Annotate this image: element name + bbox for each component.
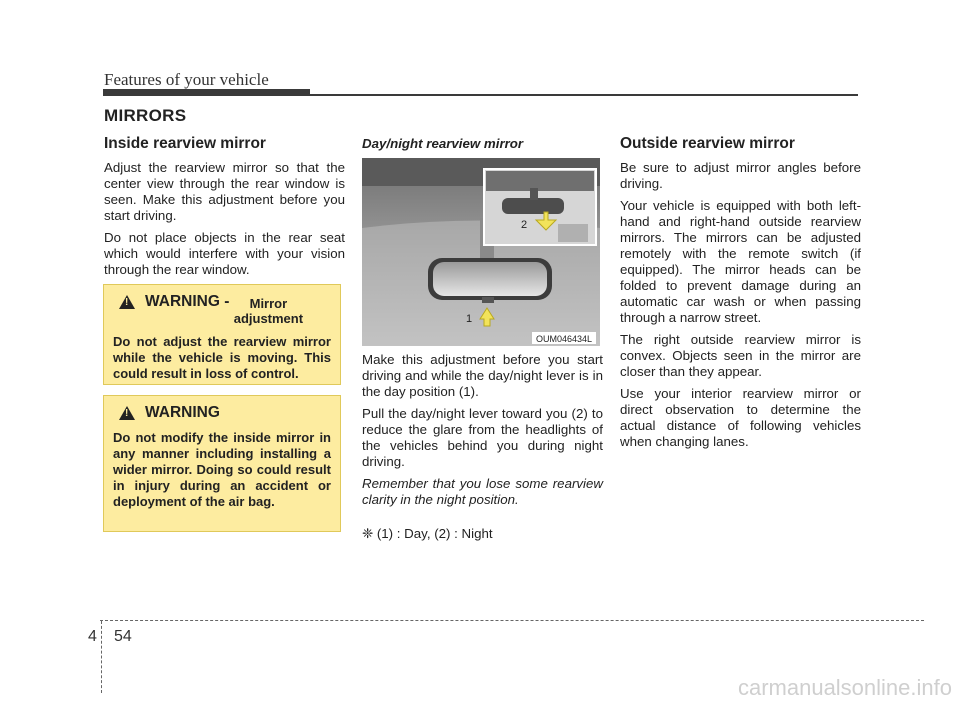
inside-mirror-paragraph-2: Do not place objects in the rear seat which would interfere with your vision through the rear window. — [104, 230, 345, 277]
warning-body: Do not adjust the rearview mirror while the vehicle is moving. This could result in loss of control. — [113, 334, 331, 381]
day-night-paragraph-1: Make this adjustment before you start driving and while the day/night lever is in the day position (1). — [362, 352, 603, 399]
chapter-title: Features of your vehicle — [104, 70, 269, 89]
warning-box-modify-mirror — [103, 395, 341, 532]
warning-subtitle: Mirror adjustment — [233, 296, 304, 326]
warning-box-mirror-adjustment — [103, 284, 341, 385]
header-rule-thin — [310, 94, 858, 96]
page-chapter-number: 4 — [88, 628, 97, 645]
column-outside-mirror — [620, 136, 861, 456]
callout-1-label: 1 — [466, 313, 473, 325]
warning-triangle-icon — [119, 406, 135, 420]
section-title: MIRRORS — [104, 106, 187, 125]
header-rule-thick — [103, 89, 310, 96]
warning-triangle-icon — [119, 295, 135, 309]
column-day-night-mirror — [362, 136, 603, 158]
page-number: 54 — [114, 628, 132, 645]
outside-mirror-paragraph-4: Use your interior rearview mirror or direct observation to determine the actual distance of following vehicles when changing lanes. — [620, 386, 861, 449]
rearview-mirror-illustration — [362, 158, 600, 346]
column-inside-mirror — [104, 136, 345, 284]
inside-mirror-paragraph-1: Adjust the rearview mirror so that the center view through the rear window is seen. Make this adjustment before you start driving. — [104, 160, 345, 223]
day-night-legend: ❈ (1) : Day, (2) : Night — [362, 526, 493, 541]
day-night-text — [362, 352, 603, 548]
outside-mirror-heading: Outside rearview mirror — [620, 135, 795, 152]
callout-2-label: 2 — [521, 219, 528, 231]
footer-rule — [100, 620, 924, 621]
warning-title: WARNING — [145, 404, 220, 421]
day-night-subheading: Day/night rearview mirror — [362, 136, 524, 151]
footer-vertical-rule — [101, 621, 102, 693]
image-code: OUM046434L — [536, 334, 593, 344]
day-night-paragraph-2: Pull the day/night lever toward you (2) to reduce the glare from the headlights of the vehicles behind you during night driving. — [362, 406, 603, 469]
warning-title: WARNING - — [145, 293, 230, 310]
outside-mirror-paragraph-3: The right outside rearview mirror is convex. Objects seen in the mirror are closer than they appear. — [620, 332, 861, 379]
warning-body: Do not modify the inside mirror in any manner including installing a wider mirror. Doing so could result in injury during an accident or deployment of the air bag. — [113, 430, 331, 509]
warning-title-row — [113, 293, 331, 326]
day-night-note: Remember that you lose some rearview clarity in the night position. — [362, 476, 603, 507]
outside-mirror-paragraph-2: Your vehicle is equipped with both left-hand and right-hand outside rearview mirrors. The mirrors can be adjusted remotely with the remote switch (if equipped). The mirror heads can be folded to prevent damage during an automatic car wash or when passing through a narrow street. — [620, 198, 861, 325]
inside-mirror-heading: Inside rearview mirror — [104, 135, 266, 152]
warning-title-row — [113, 404, 331, 422]
watermark: carmanualsonline.info — [737, 675, 952, 700]
outside-mirror-paragraph-1: Be sure to adjust mirror angles before driving. — [620, 160, 861, 191]
